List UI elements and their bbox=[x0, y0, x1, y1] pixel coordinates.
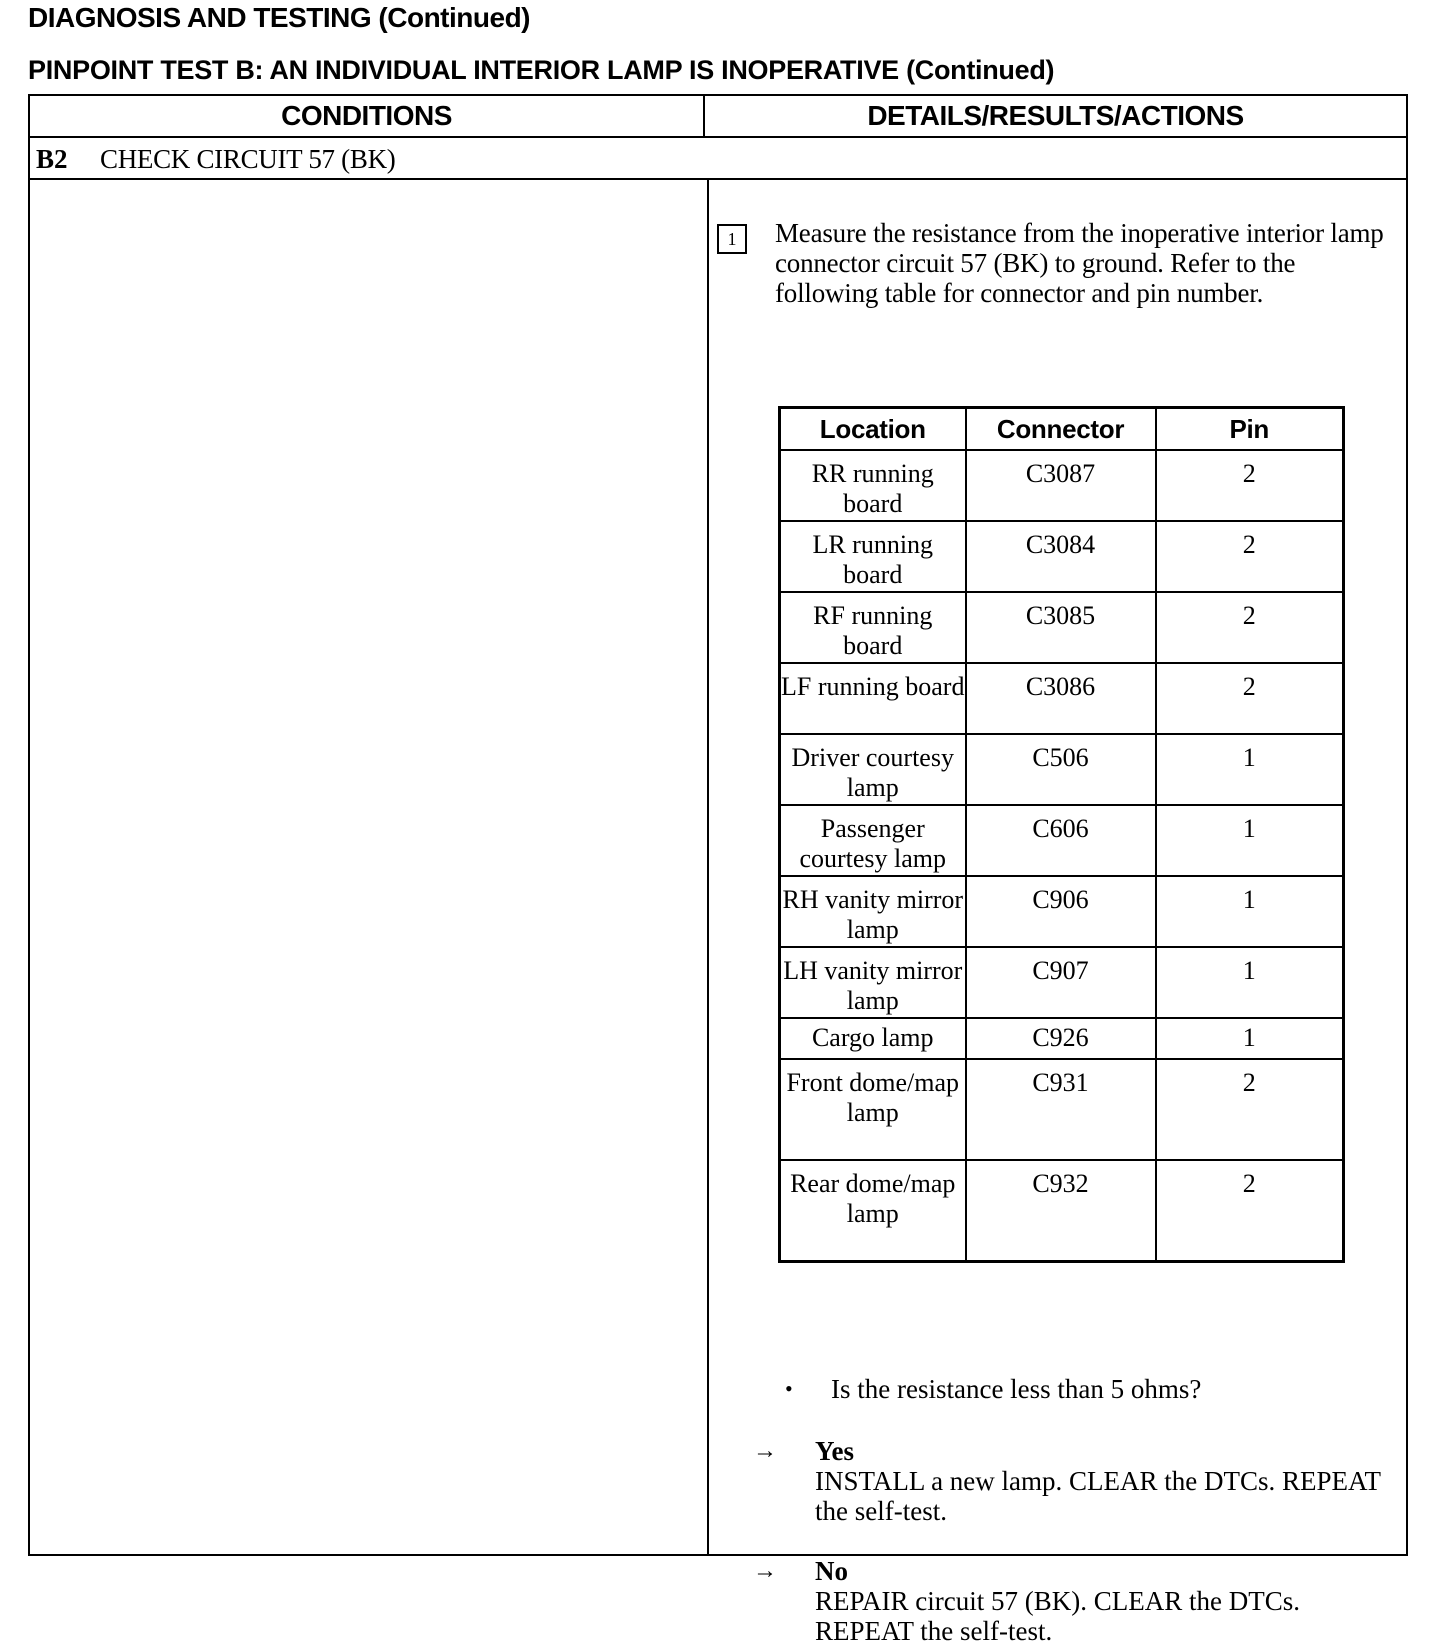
pin-header: Pin bbox=[1156, 408, 1344, 451]
connector-cell: C931 bbox=[966, 1059, 1156, 1160]
pin-cell: 1 bbox=[1156, 734, 1344, 805]
arrow-right-icon: → bbox=[753, 1558, 777, 1584]
table-row bbox=[780, 947, 1344, 1018]
bullet-icon: • bbox=[785, 1376, 793, 1401]
answer-no bbox=[753, 1556, 1405, 1646]
arrow-right-icon: → bbox=[753, 1438, 777, 1464]
step-row bbox=[30, 138, 1406, 180]
connector-cell: C3086 bbox=[966, 663, 1156, 734]
pin-cell: 2 bbox=[1156, 663, 1344, 734]
connector-cell: C3084 bbox=[966, 521, 1156, 592]
location-cell: Front dome/map lamp bbox=[780, 1059, 966, 1160]
location-cell: RF running board bbox=[780, 592, 966, 663]
conditions-cell bbox=[30, 182, 705, 1552]
answer-yes bbox=[753, 1436, 1405, 1526]
table-row bbox=[780, 876, 1344, 947]
test-title: PINPOINT TEST B: AN INDIVIDUAL INTERIOR LAMP IS INOPERATIVE (Continued) bbox=[28, 55, 1055, 85]
location-cell: Cargo lamp bbox=[780, 1018, 966, 1059]
step-number-box: 1 bbox=[717, 224, 747, 254]
connector-header: Connector bbox=[966, 408, 1156, 451]
column-header-row bbox=[30, 96, 1406, 138]
answer-no-label: No bbox=[815, 1556, 848, 1586]
table-row bbox=[780, 1018, 1344, 1059]
connector-pin-table bbox=[778, 406, 1345, 1263]
location-cell: RH vanity mirror lamp bbox=[780, 876, 966, 947]
details-column-header: DETAILS/RESULTS/ACTIONS bbox=[867, 100, 1244, 131]
table-row bbox=[780, 1059, 1344, 1160]
location-cell: LF running board bbox=[780, 663, 966, 734]
pin-cell: 1 bbox=[1156, 876, 1344, 947]
location-cell: LR running board bbox=[780, 521, 966, 592]
test-table bbox=[28, 94, 1408, 1646]
table-row bbox=[780, 734, 1344, 805]
details-cell bbox=[709, 182, 1406, 1646]
connector-cell: C3087 bbox=[966, 450, 1156, 521]
pin-cell: 2 bbox=[1156, 521, 1344, 592]
answer-yes-text: INSTALL a new lamp. CLEAR the DTCs. REPEAT the self-test. bbox=[815, 1466, 1381, 1526]
instruction-text: Measure the resistance from the inoperative interior lamp connector circuit 57 (BK) to ground. Refer to the following table for connector and pin number. bbox=[775, 218, 1384, 308]
location-cell: Rear dome/map lamp bbox=[780, 1160, 966, 1261]
step-id: B2 bbox=[36, 144, 68, 174]
location-cell: LH vanity mirror lamp bbox=[780, 947, 966, 1018]
connector-cell: C3085 bbox=[966, 592, 1156, 663]
table-row bbox=[780, 592, 1344, 663]
location-header: Location bbox=[780, 408, 966, 451]
pin-cell: 2 bbox=[1156, 1059, 1344, 1160]
conditions-column-header: CONDITIONS bbox=[30, 96, 705, 136]
pin-cell: 2 bbox=[1156, 1160, 1344, 1261]
table-row bbox=[780, 805, 1344, 876]
table-row bbox=[780, 521, 1344, 592]
pin-cell: 2 bbox=[1156, 592, 1344, 663]
section-title: DIAGNOSIS AND TESTING (Continued) bbox=[28, 2, 530, 33]
question-text: Is the resistance less than 5 ohms? bbox=[831, 1374, 1202, 1404]
connector-cell: C907 bbox=[966, 947, 1156, 1018]
table-header-row bbox=[780, 408, 1344, 451]
connector-cell: C606 bbox=[966, 805, 1156, 876]
table-row bbox=[780, 663, 1344, 734]
connector-cell: C906 bbox=[966, 876, 1156, 947]
pin-cell: 1 bbox=[1156, 947, 1344, 1018]
answer-yes-label: Yes bbox=[815, 1436, 854, 1466]
connector-cell: C932 bbox=[966, 1160, 1156, 1261]
pin-cell: 1 bbox=[1156, 1018, 1344, 1059]
location-cell: Driver courtesy lamp bbox=[780, 734, 966, 805]
connector-cell: C926 bbox=[966, 1018, 1156, 1059]
location-cell: Passenger courtesy lamp bbox=[780, 805, 966, 876]
table-row bbox=[780, 450, 1344, 521]
pin-cell: 1 bbox=[1156, 805, 1344, 876]
pin-cell: 2 bbox=[1156, 450, 1344, 521]
location-cell: RR running board bbox=[780, 450, 966, 521]
answer-no-text: REPAIR circuit 57 (BK). CLEAR the DTCs. REPEAT the self-test. bbox=[815, 1586, 1300, 1646]
step-title: CHECK CIRCUIT 57 (BK) bbox=[100, 144, 396, 174]
connector-cell: C506 bbox=[966, 734, 1156, 805]
table-row bbox=[780, 1160, 1344, 1261]
